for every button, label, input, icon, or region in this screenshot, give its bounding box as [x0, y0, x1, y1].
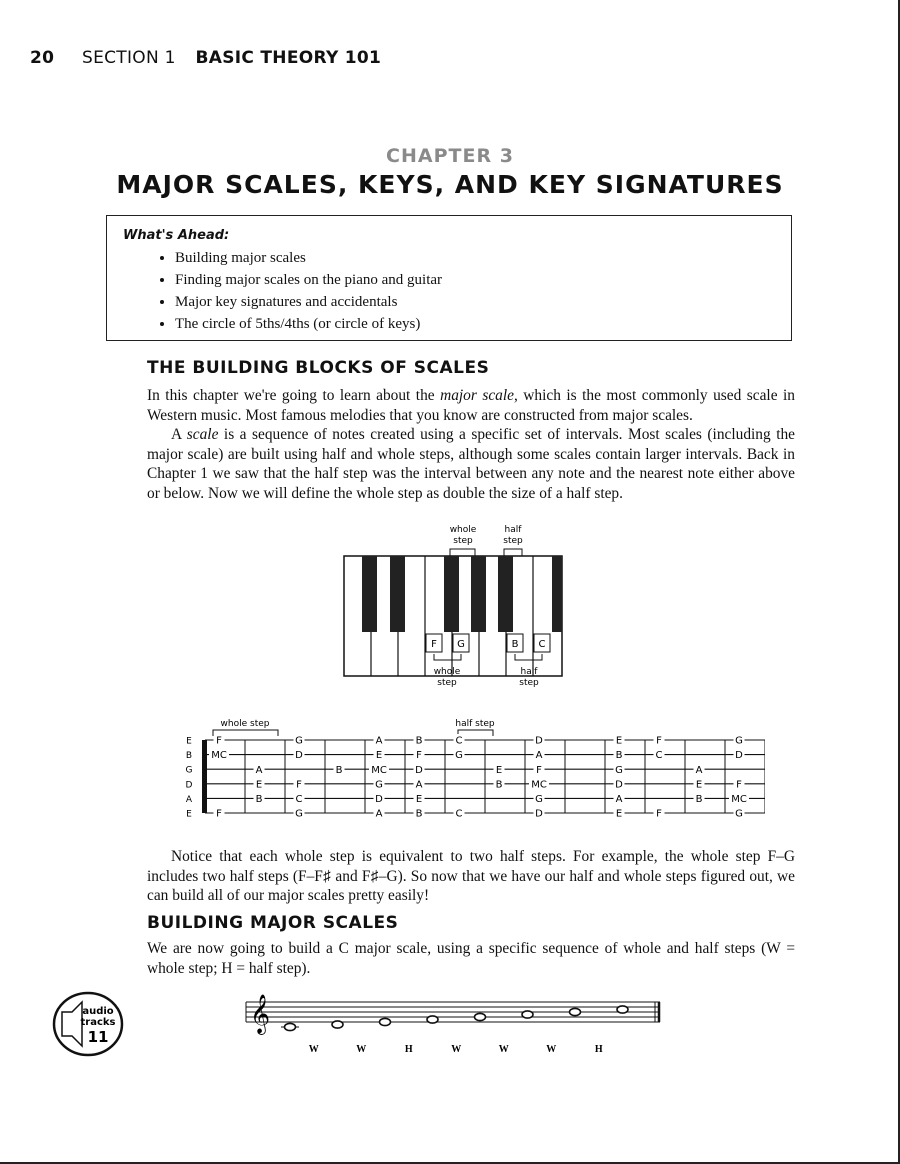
fretboard-grid — [202, 740, 765, 813]
step-label: W — [356, 1044, 367, 1055]
fretboard-note: C — [455, 735, 463, 747]
whole-note — [285, 1023, 296, 1030]
fretboard-note: E — [415, 794, 423, 805]
fretboard-note: E — [615, 735, 623, 747]
fretboard-note: E — [695, 779, 703, 791]
whole-note — [522, 1011, 533, 1018]
fretboard-note: C — [295, 794, 303, 805]
text-run: In this chapter we're going to learn about the — [147, 387, 441, 404]
whole-note — [570, 1008, 581, 1015]
key-label: G — [457, 639, 465, 650]
fretboard-note: MC — [211, 750, 227, 762]
paragraph-scale-definition — [147, 425, 795, 503]
piano-figure — [330, 518, 570, 698]
fretboard-note: A — [535, 750, 543, 762]
emphasis: major scale — [440, 387, 514, 404]
key-label: C — [538, 639, 546, 650]
string-name: G — [185, 765, 193, 776]
fretboard-note: F — [656, 735, 662, 747]
fretboard-note: D — [535, 735, 543, 747]
fretboard-note: G — [295, 808, 303, 820]
list-item: • Finding major scales on the piano and guitar — [175, 269, 775, 291]
page-number: 20 — [30, 48, 55, 68]
string-name: B — [185, 751, 193, 762]
section-heading-building-blocks: THE BUILDING BLOCKS OF SCALES — [147, 358, 490, 378]
whole-note — [617, 1006, 628, 1013]
step-label: W — [498, 1044, 509, 1055]
whole-note — [332, 1021, 343, 1028]
treble-clef-icon: 𝄞 — [250, 994, 271, 1034]
badge-track-number: 11 — [87, 1028, 109, 1046]
fretboard-note: F — [216, 808, 222, 820]
step-label: H — [404, 1044, 413, 1055]
string-name: A — [185, 794, 193, 805]
fretboard-note: D — [375, 794, 383, 805]
fretboard-note: A — [255, 764, 263, 776]
whole-note — [427, 1016, 438, 1023]
fretboard-note: B — [415, 735, 423, 747]
paragraph-c-major-intro: We are now going to build a C major scale, using a specific sequence of whole and half steps (W = whole step; H = half step). — [147, 940, 795, 977]
fretboard-note: B — [615, 750, 623, 762]
fretboard-note: A — [375, 735, 383, 747]
fretboard-note: F — [736, 779, 742, 791]
fretboard-note: A — [695, 764, 703, 776]
fretboard-note: A — [415, 779, 423, 791]
fretboard-note: G — [615, 764, 623, 776]
fretboard-note: E — [495, 764, 503, 776]
fretboard-note: D — [295, 750, 303, 762]
string-name: E — [186, 736, 192, 747]
text-run: , which is the most commonly used scale in Western music. Most famous melodies that you know are constructed from major scales. — [147, 387, 795, 424]
fretboard-note: G — [735, 735, 743, 747]
piano-top-brackets — [450, 525, 523, 556]
section-title: BASIC THEORY 101 — [195, 48, 382, 68]
fretboard-note: B — [495, 779, 503, 791]
fretboard-note: D — [535, 808, 543, 820]
half-step-label: half — [520, 667, 538, 677]
fretboard-note: B — [335, 764, 343, 776]
step-label: H — [594, 1044, 603, 1055]
badge-line1: audio — [82, 1006, 114, 1017]
fretboard-note: G — [535, 794, 543, 805]
text-run: A — [171, 426, 187, 443]
key-label: F — [431, 639, 437, 650]
half-step-label: half step — [455, 719, 495, 729]
whole-note — [475, 1013, 486, 1020]
staff-lines — [246, 1002, 660, 1022]
step-label: W — [451, 1044, 462, 1055]
fretboard-note: G — [455, 750, 463, 762]
chapter-number: CHAPTER 3 — [386, 145, 514, 167]
scale-notes — [281, 1006, 628, 1031]
emphasis: scale — [186, 426, 219, 443]
paragraph-whole-step-note — [147, 847, 795, 906]
step-label: W — [308, 1044, 319, 1055]
audio-tracks-badge — [50, 988, 128, 1060]
section-heading-building-major-scales: BUILDING MAJOR SCALES — [147, 913, 399, 933]
fretboard-note: D — [415, 764, 423, 776]
fretboard-note: MC — [531, 779, 547, 791]
fretboard-note: F — [536, 764, 542, 776]
fretboard-note: B — [415, 808, 423, 820]
fretboard-note: A — [375, 808, 383, 820]
fretboard-note: G — [735, 808, 743, 820]
paragraph-intro — [147, 386, 795, 425]
c-major-scale-staff — [240, 992, 670, 1062]
fretboard-note: F — [656, 808, 662, 820]
half-step-label: step — [519, 678, 539, 688]
fretboard-note: C — [455, 808, 463, 820]
list-item: • Major key signatures and accidentals — [175, 291, 775, 313]
half-step-label: half — [504, 525, 522, 535]
half-step-label: step — [503, 536, 523, 546]
fretboard-note: D — [615, 779, 623, 791]
fretboard-note: F — [416, 750, 422, 762]
fretboard-note: F — [296, 779, 302, 791]
fretboard-note: B — [695, 794, 703, 805]
whole-step-label: whole — [433, 667, 461, 677]
fretboard-figure — [175, 712, 765, 832]
text-run: Notice that each whole step is equivalent to two half steps. For example, the whole step F–G includes two half steps (F–F♯ and F♯–G). So now that we have our half and whole steps figured out, we can build all of our major scales pretty easily! — [147, 848, 795, 904]
fretboard-note: B — [255, 794, 263, 805]
fretboard-note: C — [655, 750, 663, 762]
fretboard-note: E — [255, 779, 263, 791]
fretboard-note: A — [615, 794, 623, 805]
list-item: • Building major scales — [175, 247, 775, 269]
string-name: D — [185, 780, 193, 791]
key-label: B — [511, 639, 519, 650]
fretboard-nut — [202, 740, 207, 813]
step-label: W — [546, 1044, 557, 1055]
whole-note — [380, 1018, 391, 1025]
whats-ahead-box — [106, 215, 792, 341]
whole-step-label: step — [453, 536, 473, 546]
whole-step-label: whole — [449, 525, 477, 535]
string-name: E — [186, 809, 192, 820]
fretboard-note: F — [216, 735, 222, 747]
fretboard-note: MC — [731, 794, 747, 805]
fretboard-note: G — [295, 735, 303, 747]
chapter-title: MAJOR SCALES, KEYS, AND KEY SIGNATURES — [116, 170, 784, 199]
fretboard-note: D — [735, 750, 743, 762]
whats-ahead-title: What's Ahead: — [123, 228, 230, 243]
whole-step-label: whole step — [220, 719, 270, 729]
fretboard-note: E — [615, 808, 623, 820]
string-name-labels — [186, 737, 193, 820]
whats-ahead-list — [123, 247, 775, 335]
badge-line2: tracks — [80, 1017, 116, 1028]
section-label: SECTION 1 — [81, 48, 176, 68]
list-item: • The circle of 5ths/4ths (or circle of keys) — [175, 313, 775, 335]
fretboard-note: E — [375, 750, 383, 762]
whole-step-label: step — [437, 678, 457, 688]
fretboard-notes — [209, 734, 749, 820]
text-run: is a sequence of notes created using a specific set of intervals. Most scales (including the major scale) are built using half and whole steps, although some scales contain larger intervals. Back in Chapter 1 we saw that the half step was the interval between any note and the nearest note either above or below. Now we will define the whole step as double the size of a half step. — [147, 426, 795, 502]
running-head — [30, 48, 381, 68]
fretboard-note: MC — [371, 764, 387, 776]
fretboard-note: G — [375, 779, 383, 791]
step-labels — [309, 1044, 603, 1055]
